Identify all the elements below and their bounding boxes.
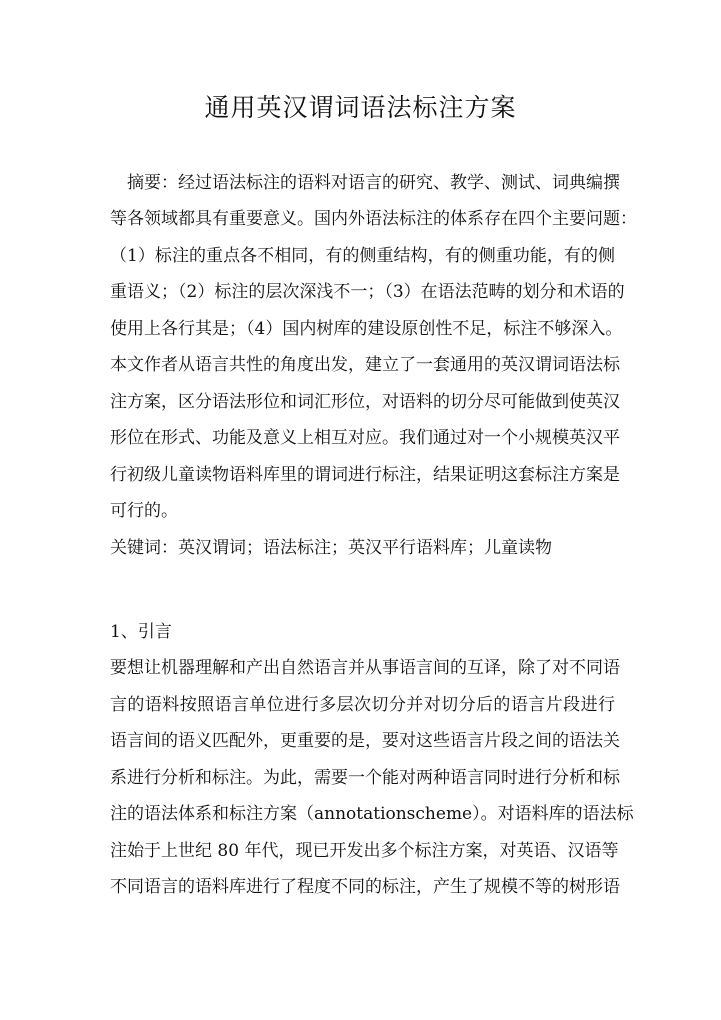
abstract-line: 行初级儿童读物语料库里的谓词进行标注，结果证明这套标注方案是	[110, 465, 620, 485]
body-line: 注的语法体系和标注方案（annotationscheme）。对语料库的语法标	[110, 804, 634, 824]
abstract-line: 重语义；（2）标注的层次深浅不一；（3）在语法范畴的划分和术语的	[110, 282, 625, 302]
abstract-line: 摘要：经过语法标注的语料对语言的研究、教学、测试、词典编撰	[110, 173, 620, 193]
abstract-line: 注方案，区分语法形位和词汇形位，对语料的切分尽可能做到使英汉	[110, 392, 620, 412]
abstract-line: 等各领域都具有重要意义。国内外语法标注的体系存在四个主要问题：	[110, 209, 637, 229]
keywords: 关键词：英汉谓词；语法标注；英汉平行语料库；儿童读物	[110, 538, 552, 558]
body-line: 不同语言的语料库进行了程度不同的标注，产生了规模不等的树形语	[110, 877, 620, 897]
section-heading: 1、引言	[110, 622, 172, 642]
body-line: 注始于上世纪 80 年代，现已开发出多个标注方案，对英语、汉语等	[110, 841, 619, 861]
body-line: 系进行分析和标注。为此，需要一个能对两种语言同时进行分析和标	[110, 768, 620, 788]
abstract-line: 使用上各行其是；（4）国内树库的建设原创性不足，标注不够深入。	[110, 319, 623, 339]
document-title: 通用英汉谓词语法标注方案	[204, 93, 517, 122]
abstract-line: （1）标注的重点各不相同，有的侧重结构，有的侧重功能，有的侧	[110, 246, 615, 266]
abstract-line: 可行的。	[110, 501, 178, 521]
abstract-line: 本文作者从语言共性的角度出发，建立了一套通用的英汉谓词语法标	[110, 355, 620, 375]
abstract-line: 形位在形式、功能及意义上相互对应。我们通过对一个小规模英汉平	[110, 428, 620, 448]
body-line: 语言间的语义匹配外，更重要的是，要对这些语言片段之间的语法关	[110, 731, 620, 751]
body-line: 要想让机器理解和产出自然语言并从事语言间的互译，除了对不同语	[110, 658, 620, 678]
body-line: 言的语料按照语言单位进行多层次切分并对切分后的语言片段进行	[110, 695, 615, 715]
